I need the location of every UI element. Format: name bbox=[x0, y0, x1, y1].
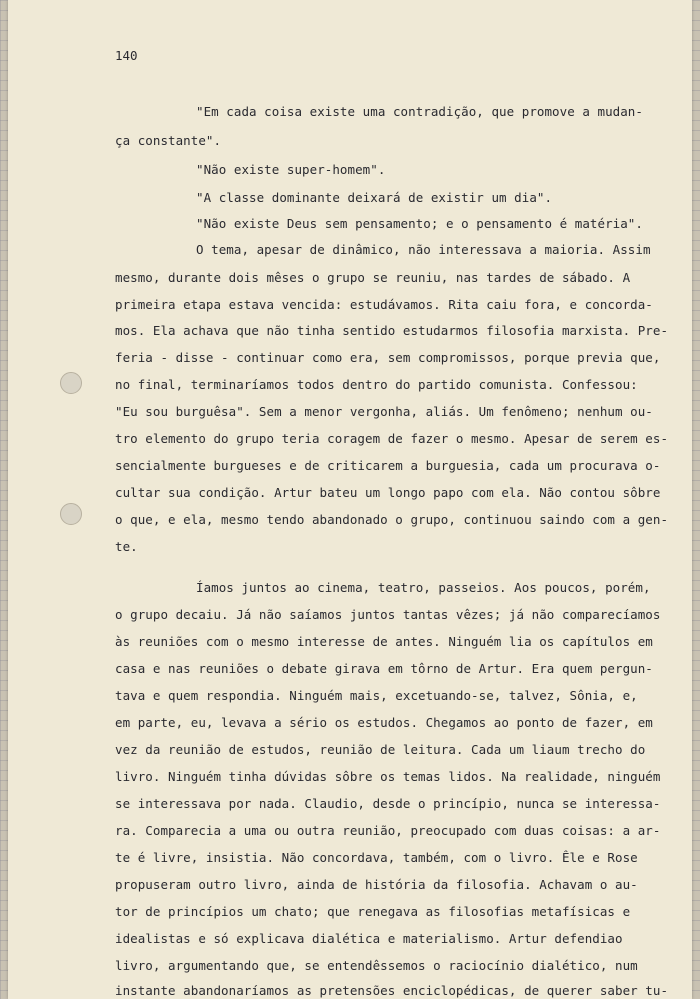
text-line: tava e quem respondia. Ninguém mais, excetuando-se, talvez, Sônia, e, bbox=[115, 688, 638, 703]
text-line: o que, e ela, mesmo tendo abandonado o grupo, continuou saindo com a gen- bbox=[115, 512, 669, 527]
text-line: tor de princípios um chato; que renegava as filosofias metafísicas e bbox=[115, 904, 631, 919]
text-line: no final, terminaríamos todos dentro do partido comunista. Confessou: bbox=[115, 377, 638, 392]
text-line: feria - disse - continuar como era, sem compromissos, porque previa que, bbox=[115, 350, 661, 365]
text-line: propuseram outro livro, ainda de história da filosofia. Achavam o au- bbox=[115, 877, 638, 892]
text-line: em parte, eu, levava a sério os estudos. Chegamos ao ponto de fazer, em bbox=[115, 715, 653, 730]
text-line: "Não existe Deus sem pensamento; e o pensamento é matéria". bbox=[196, 216, 643, 231]
punch-hole bbox=[60, 503, 82, 525]
text-line: "Eu sou burguêsa". Sem a menor vergonha, aliás. Um fenômeno; nenhum ou- bbox=[115, 404, 653, 419]
text-line: O tema, apesar de dinâmico, não interessava a maioria. Assim bbox=[196, 242, 651, 257]
text-line: sencialmente burgueses e de criticarem a burguesia, cada um procurava o- bbox=[115, 458, 661, 473]
text-line: "Não existe super-homem". bbox=[196, 162, 386, 177]
text-line: ra. Comparecia a uma ou outra reunião, preocupado com duas coisas: a ar- bbox=[115, 823, 661, 838]
text-line: instante abandonaríamos as pretensões enciclopédicas, de querer saber tu- bbox=[115, 983, 669, 998]
text-line: cultar sua condição. Artur bateu um longo papo com ela. Não contou sôbre bbox=[115, 485, 661, 500]
page-number: 140 bbox=[115, 48, 138, 63]
text-line: Íamos juntos ao cinema, teatro, passeios. Aos poucos, porém, bbox=[196, 580, 651, 595]
text-line: ça constante". bbox=[115, 133, 222, 148]
text-line: se interessava por nada. Claudio, desde o princípio, nunca se interessa- bbox=[115, 796, 661, 811]
punch-hole bbox=[60, 372, 82, 394]
text-line: vez da reunião de estudos, reunião de leitura. Cada um liaum trecho do bbox=[115, 742, 646, 757]
text-line: tro elemento do grupo teria coragem de fazer o mesmo. Apesar de serem es- bbox=[115, 431, 669, 446]
text-line: "A classe dominante deixará de existir um dia". bbox=[196, 190, 553, 205]
text-line: "Em cada coisa existe uma contradição, que promove a mudan- bbox=[196, 104, 643, 119]
text-line: mos. Ela achava que não tinha sentido estudarmos filosofia marxista. Pre- bbox=[115, 323, 669, 338]
document-page bbox=[8, 0, 692, 999]
text-line: idealistas e só explicava dialética e materialismo. Artur defendiao bbox=[115, 931, 623, 946]
text-line: mesmo, durante dois mêses o grupo se reuniu, nas tardes de sábado. A bbox=[115, 270, 631, 285]
text-line: às reuniões com o mesmo interesse de antes. Ninguém lia os capítulos em bbox=[115, 634, 653, 649]
text-line: livro, argumentando que, se entendêssemos o raciocínio dialético, num bbox=[115, 958, 638, 973]
text-line: casa e nas reuniões o debate girava em tôrno de Artur. Era quem pergun- bbox=[115, 661, 653, 676]
text-line: te é livre, insistia. Não concordava, também, com o livro. Êle e Rose bbox=[115, 850, 638, 865]
text-line: primeira etapa estava vencida: estudávamos. Rita caiu fora, e concorda- bbox=[115, 297, 653, 312]
text-line: te. bbox=[115, 539, 138, 554]
text-line: livro. Ninguém tinha dúvidas sôbre os temas lidos. Na realidade, ninguém bbox=[115, 769, 661, 784]
text-line: o grupo decaiu. Já não saíamos juntos tantas vêzes; já não comparecíamos bbox=[115, 607, 661, 622]
